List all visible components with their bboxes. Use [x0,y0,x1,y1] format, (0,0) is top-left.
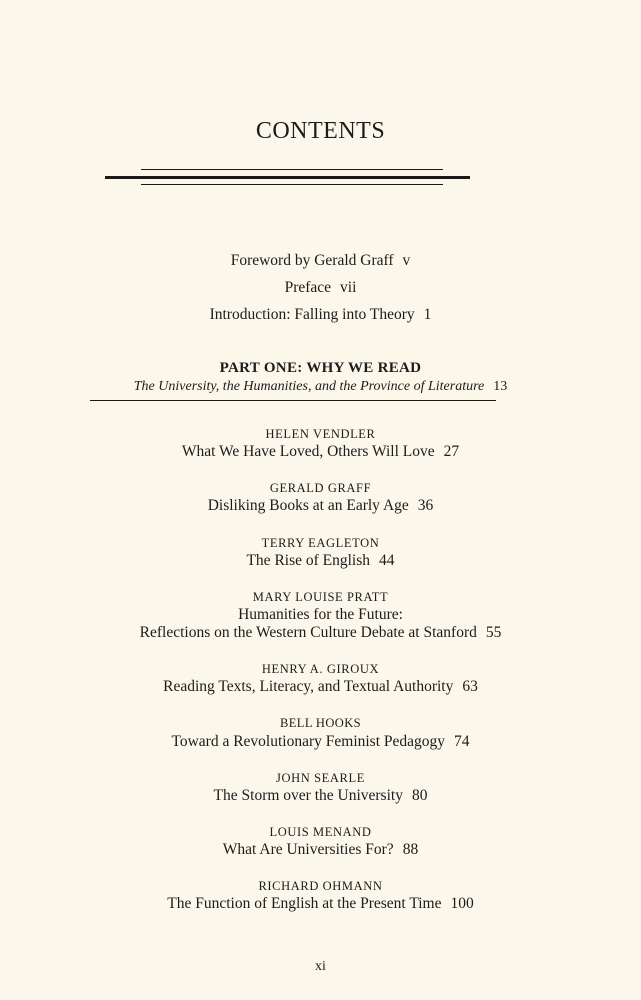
part-subtitle-line [0,379,641,395]
page-title: CONTENTS [255,118,386,144]
entry-page: 63 [462,678,478,695]
part-underline [90,400,496,401]
entry-title: The Storm over the University [213,787,403,804]
entry-title: What Are Universities For? [222,841,394,858]
page-number: xi [315,959,326,974]
entry-page: 88 [402,841,419,858]
part-heading: PART ONE: WHY WE READ [219,360,422,376]
entry-page: 1 [423,306,432,323]
toc-entry-introduction [0,306,641,324]
part-subtitle: The University, the Humanities, and the Province of Literature [133,379,485,394]
entry-title: Introduction: Falling into Theory [209,306,415,323]
entry-page: vii [340,279,357,296]
toc-entry-preface [0,279,641,297]
entry-page: 36 [417,497,434,514]
toc-entry-foreword [0,252,641,270]
entry-title: What We Have Loved, Others Will Love [181,443,435,460]
entry-author: HENRY A. GIROUX [261,662,380,676]
entry-page: 100 [450,895,474,912]
toc-entry [0,497,641,515]
entry-author: RICHARD OHMANN [258,879,383,893]
entry-page: 80 [411,787,428,804]
toc-entry [0,895,641,913]
entry-author: HELEN VENDLER [265,427,376,441]
toc-entry [0,733,641,751]
entry-author: JOHN SEARLE [276,771,365,785]
entry-page: v [402,252,411,269]
entry-author: GERALD GRAFF [269,481,372,495]
entry-page: 27 [443,443,460,460]
part-page: 13 [493,379,508,394]
toc-entry [0,443,641,461]
title-rule-thin-top [141,169,443,170]
entry-title: Preface [284,279,332,296]
entry-title: The Rise of English [246,552,371,569]
entry-title: The Function of English at the Present Time [167,895,442,912]
toc-entry [0,787,641,805]
entry-page: 44 [379,552,395,569]
toc-entry-title-line: Humanities for the Future: [238,606,403,623]
entry-title: Toward a Revolutionary Feminist Pedagogy [171,733,446,750]
toc-entry [0,552,641,570]
entry-page: 55 [485,624,502,641]
toc-entry [0,678,641,696]
entry-title: Reading Texts, Literacy, and Textual Authority [163,678,454,695]
title-rule-thick [105,176,470,179]
entry-author: MARY LOUISE PRATT [252,590,389,604]
entry-author: BELL HOOKS [280,716,361,730]
entry-title: Reflections on the Western Culture Debate at Stanford [139,624,477,641]
entry-title: Foreword by Gerald Graff [230,252,394,269]
title-rule-thin-bottom [141,184,443,185]
entry-author: LOUIS MENAND [269,825,372,839]
entry-page: 74 [454,733,470,750]
entry-title: Disliking Books at an Early Age [207,497,409,514]
entry-author: TERRY EAGLETON [261,536,380,550]
toc-entry [0,841,641,859]
toc-entry [0,624,641,642]
